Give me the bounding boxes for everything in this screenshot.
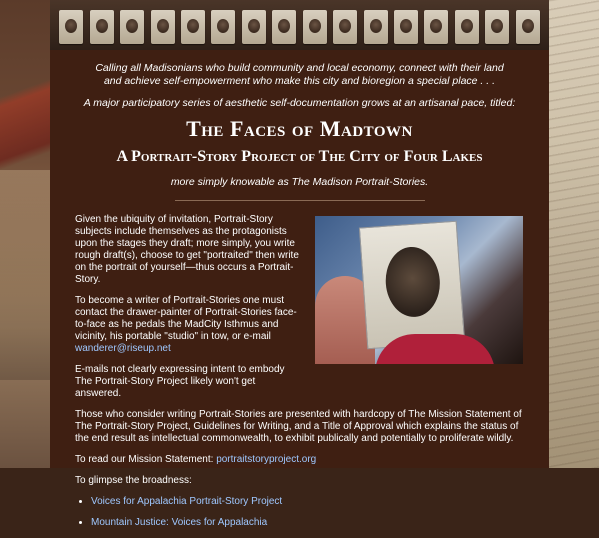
paragraph-intro: Given the ubiquity of invitation, Portrait-Story subjects include themselves as the protagonists upon the stages they draft; more simply, you write rough draft(s), choose to get "portraited" then write on the portrait of yourself—thus occurs a Portrait-Story.: [75, 214, 299, 285]
face-tile: [364, 10, 388, 44]
paragraph-email-note: E-mails not clearly expressing intent to embody The Portrait-Story Project likely won't get answered.: [75, 364, 285, 399]
intro-text: [50, 62, 549, 110]
paragraph-mission: [75, 454, 525, 466]
face-tile: [394, 10, 418, 44]
intro-line-2: A major participatory series of aesthetic self-documentation grows at an artisanal pace, titled:: [83, 97, 516, 109]
email-link[interactable]: wanderer@riseup.net: [75, 343, 171, 354]
mountain-justice-link[interactable]: Mountain Justice: Voices for Appalachia: [91, 517, 268, 528]
mission-prefix: To read our Mission Statement:: [75, 454, 214, 465]
links-list: [75, 496, 525, 529]
page-title: The Faces of Madtown: [186, 116, 413, 141]
page-subtitle: A Portrait-Story Project of The City of Four Lakes: [116, 148, 483, 165]
face-tile: [485, 10, 509, 44]
intro-line-1: Calling all Madisonians who build community and local economy, connect with their land and achieve self-empowerment who make this city and bioregion a special place . . .: [95, 62, 504, 87]
divider: [175, 200, 425, 201]
face-tile: [272, 10, 296, 44]
face-tile: [516, 10, 540, 44]
paragraph-become-writer: [75, 295, 303, 355]
face-tile: [151, 10, 175, 44]
face-tile: [90, 10, 114, 44]
faces-banner-strip: [50, 0, 549, 50]
face-tile: [424, 10, 448, 44]
left-background-photo: [0, 0, 50, 468]
paragraph-hardcopy: Those who consider writing Portrait-Stories are presented with hardcopy of The Mission Statement of The Portrait-Story Project, Guidelines for Writing, and a Title of Approval which explains the status of the end result as intellectual commonwealth, to exhibit publically and potentially to proliferate wildly.: [75, 409, 522, 444]
content-body: [75, 214, 525, 538]
face-tile: [181, 10, 205, 44]
right-background-photo: [549, 0, 599, 468]
face-tile: [333, 10, 357, 44]
list-item: [91, 517, 525, 529]
alt-title-note: more simply knowable as The Madison Portrait-Stories.: [170, 176, 429, 188]
face-tile: [59, 10, 83, 44]
paragraph-become-writer-text: To become a writer of Portrait-Stories one must contact the drawer-painter of Portrait-Stories face-to-face as he pedals the MadCity Isthmus and vicinity, his portable "studio" in tow, or e-mail: [75, 295, 297, 342]
face-tile: [242, 10, 266, 44]
face-tile: [455, 10, 479, 44]
list-item: [91, 496, 525, 508]
paragraph-glimpse: To glimpse the broadness:: [75, 475, 192, 486]
face-tile: [120, 10, 144, 44]
mission-link[interactable]: portraitstoryproject.org: [216, 454, 317, 465]
main-column: [50, 0, 549, 528]
face-tile: [211, 10, 235, 44]
voices-appalachia-link[interactable]: Voices for Appalachia Portrait-Story Project: [91, 496, 283, 507]
face-tile: [303, 10, 327, 44]
